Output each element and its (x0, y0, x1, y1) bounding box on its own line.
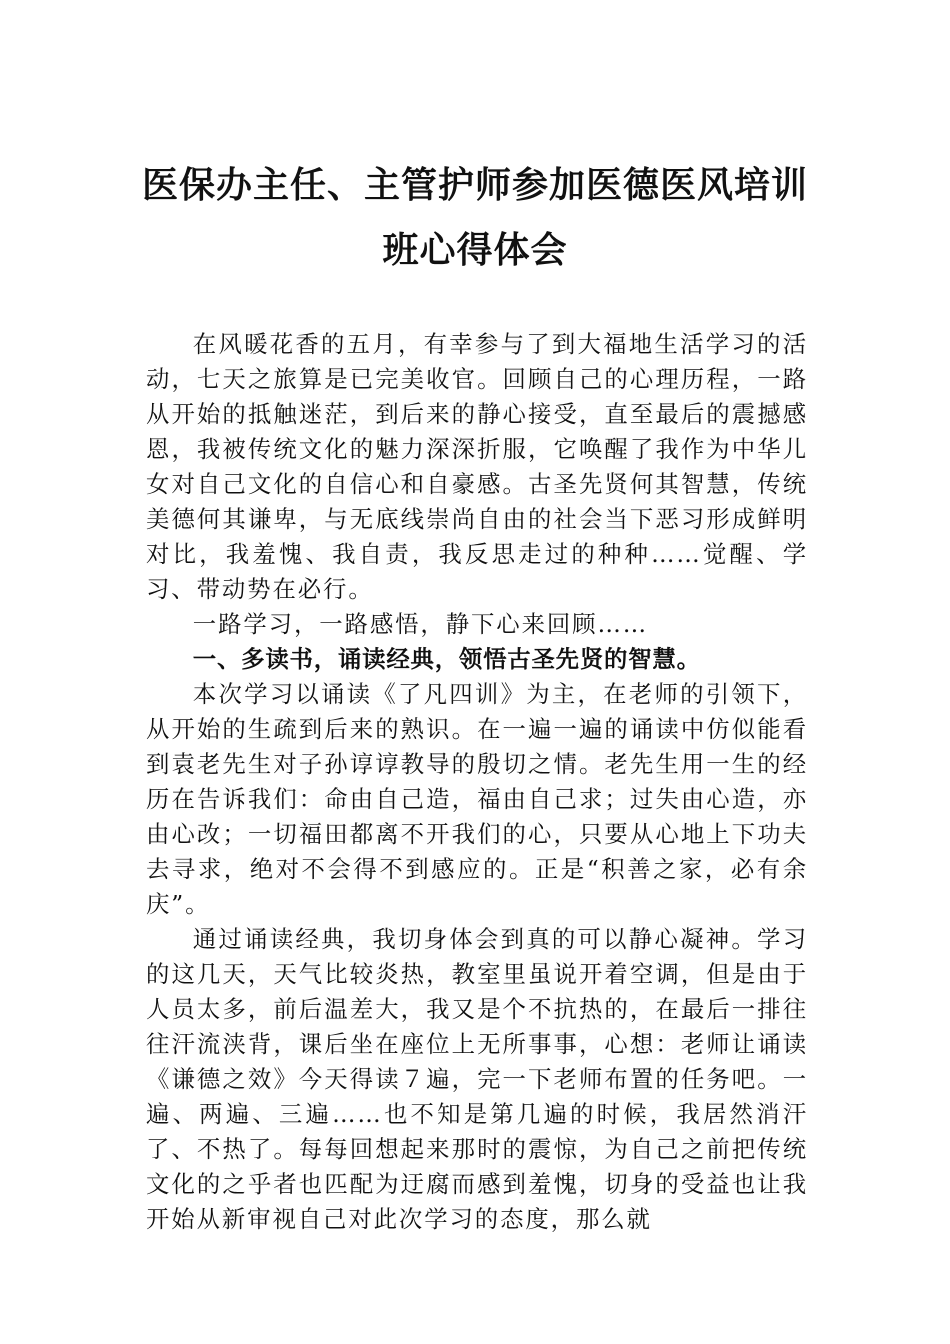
paragraph-reading-experience: 通过诵读经典，我切身体会到真的可以静心凝神。学习的这几天，天气比较炎热，教室里虽说开着空调，但是由于人员太多，前后温差大，我又是个不抗热的，在最后一排往往汗流浃背，课后坐在座位上无所事事，心想：老师让诵读《谦德之效》今天得读７遍，完一下老师布置的任务吧。一遍、两遍、三遍……也不知是第几遍的时候，我居然消汗了、不热了。每每回想起来那时的震惊，为自己之前把传统文化的之乎者也匹配为迂腐而感到羞愧，切身的受益也让我开始从新审视自己对此次学习的态度，那么就 (146, 925, 808, 1233)
document-title-line-1: 医保办主任、主管护师参加医德医风培训 (141, 164, 808, 206)
paragraph-intro: 在风暖花香的五月，有幸参与了到大福地生活学习的活动，七天之旅算是已完美收官。回顾自己的心理历程，一路从开始的抵触迷茫，到后来的静心接受，直至最后的震撼感恩，我被传统文化的魅力深深折服，它唤醒了我作为中华儿女对自己文化的自信心和自豪感。古圣先贤何其智慧，传统美德何其谦卑，与无底线崇尚自由的社会当下恶习形成鲜明对比，我羞愧、我自责，我反思走过的种种……觉醒、学习、带动势在必行。 (146, 330, 808, 603)
document-body (146, 327, 808, 1237)
document-title-line-2: 班心得体会 (382, 229, 568, 271)
paragraph-review: 一路学习，一路感悟，静下心来回顾…… (192, 610, 649, 638)
section-heading-1: 一、多读书，诵读经典，领悟古圣先贤的智慧。 (192, 645, 701, 673)
paragraph-liaofan: 本次学习以诵读《了凡四训》为主，在老师的引领下，从开始的生疏到后来的熟识。在一遍一遍的诵读中仿似能看到袁老先生对子孙谆谆教导的殷切之情。老先生用一生的经历在告诉我们：命由自己造，福由自己求；过失由心造，亦由心改；一切福田都离不开我们的心，只要从心地上下功夫去寻求，绝对不会得不到感应的。正是“积善之家，必有余庆”。 (146, 680, 808, 918)
